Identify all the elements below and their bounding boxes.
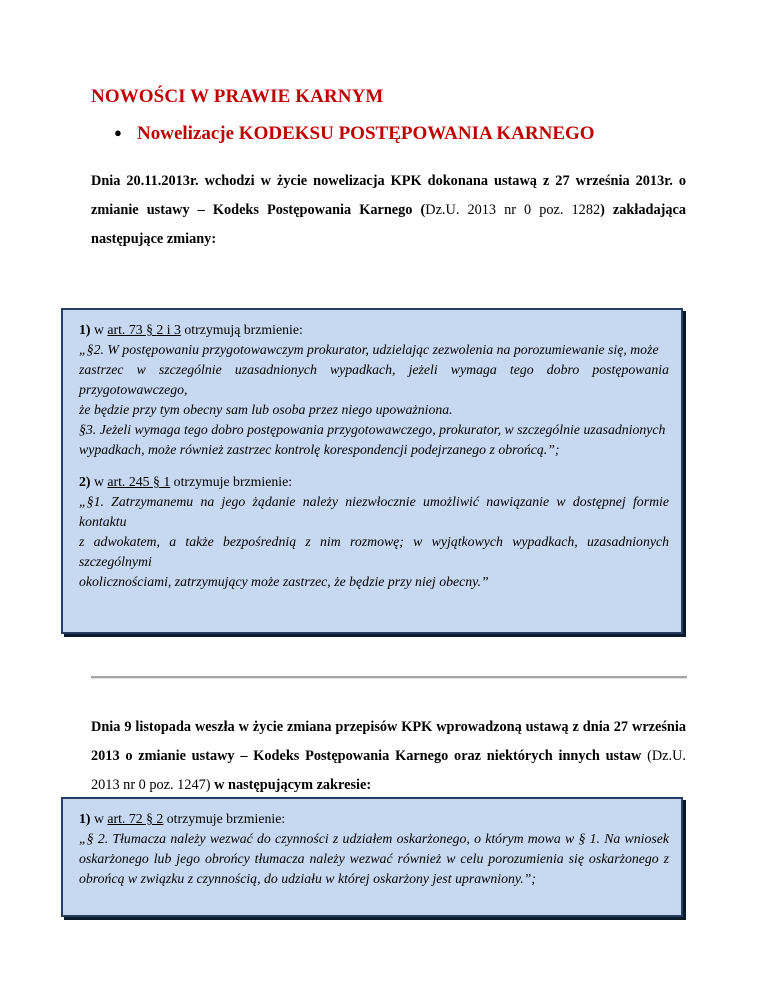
box1-item2-post: otrzymuje brzmienie: xyxy=(170,474,293,489)
box1-item1-line: zastrzec w szczególnie uzasadnionych wypadkach, jeżeli wymaga tego dobro postępowania przygotowawczego, xyxy=(79,362,669,397)
bullet-icon: ● xyxy=(114,125,122,140)
art-72-link[interactable]: art. 72 § 2 xyxy=(107,811,164,826)
para1-lead: Dnia 20.11.2013r. wchodzi w życie nowelizacja KPK dokonana ustawą z 27 września 2013r. o zmianie ustawy – Kodeks Postępowania Karnego ( xyxy=(91,173,686,218)
box1-item2-num: 2) xyxy=(79,474,91,489)
bullet-item xyxy=(114,123,595,145)
para1-tail: ) zakładająca następujące zmiany: xyxy=(91,202,687,247)
amendment-box-1 xyxy=(61,308,683,634)
box2-item1-text: „§ 2. Tłumacza należy wezwać do czynności z udziałem oskarżonego, o którym mowa w § 1. Na wniosek oskarżonego lub jego obrońcy tłumacza należy wezwać również w celu porozumienia się oskarżonego z obrońcą w związku z czynnością, do udziału w której oskarżony jest uprawniony.”; xyxy=(79,831,669,886)
section-divider xyxy=(91,676,687,679)
page-title: NOWOŚCI W PRAWIE KARNYM xyxy=(91,86,384,107)
box1-item1-num: 1) xyxy=(79,322,91,337)
para1-citation: Dz.U. 2013 nr 0 poz. 1282 xyxy=(425,202,601,218)
box1-item2-line: „§1. Zatrzymanemu na jego żądanie należy niezwłocznie umożliwić nawiązanie w dostępnej formie kontaktu xyxy=(79,494,669,529)
bullet-label: Nowelizacje KODEKSU POSTĘPOWANIA KARNEGO xyxy=(137,123,595,144)
intro-paragraph-2 xyxy=(91,713,686,800)
box2-item1-pre: w xyxy=(90,811,108,826)
spacer xyxy=(79,460,669,472)
box1-item1-post: otrzymują brzmienie: xyxy=(180,322,303,337)
para2-tail: w następującym zakresie: xyxy=(210,777,372,793)
box1-item1-line: że będzie przy tym obecny sam lub osoba przez niego upoważniona. xyxy=(79,402,453,417)
art-245-link[interactable]: art. 245 § 1 xyxy=(107,474,171,489)
box1-item2-header xyxy=(79,472,669,492)
para2-citation: (Dz.U. 2013 nr 0 poz. 1247) xyxy=(91,748,686,793)
box2-item1-post: otrzymuje brzmienie: xyxy=(163,811,286,826)
box1-item1-pre: w xyxy=(90,322,108,337)
box1-item1-line: „§2. W postępowaniu przygotowawczym prokurator, udzielając zezwolenia na porozumiewanie się, może xyxy=(79,342,659,357)
box1-item2-line: z adwokatem, a także bezpośrednią z nim rozmowę; w wyjątkowych wypadkach, uzasadnionych szczególnymi xyxy=(79,534,669,569)
art-73-link[interactable]: art. 73 § 2 i 3 xyxy=(107,322,181,337)
para2-lead: Dnia 9 listopada weszła w życie zmiana przepisów KPK wprowadzoną ustawą z dnia 27 września 2013 o zmianie ustawy – Kodeks Postępowania Karnego oraz niektórych innych ustaw xyxy=(91,719,686,764)
box1-item1-line: §3. Jeżeli wymaga tego dobro postępowania przygotowawczego, prokurator, w szczególnie uzasadnionych xyxy=(79,422,666,437)
intro-paragraph-1 xyxy=(91,167,686,254)
box1-item2-pre: w xyxy=(90,474,108,489)
amendment-box-2 xyxy=(61,797,683,917)
box1-item1-header xyxy=(79,320,669,340)
box1-item2-line: okolicznościami, zatrzymujący może zastrzec, że będzie przy niej obecny.” xyxy=(79,574,489,589)
box2-item1-num: 1) xyxy=(79,811,91,826)
box2-item1-header xyxy=(79,809,669,829)
box1-item1-line: wypadkach, może również zastrzec kontrolę korespondencji podejrzanego z obrońcą.”; xyxy=(79,442,560,457)
